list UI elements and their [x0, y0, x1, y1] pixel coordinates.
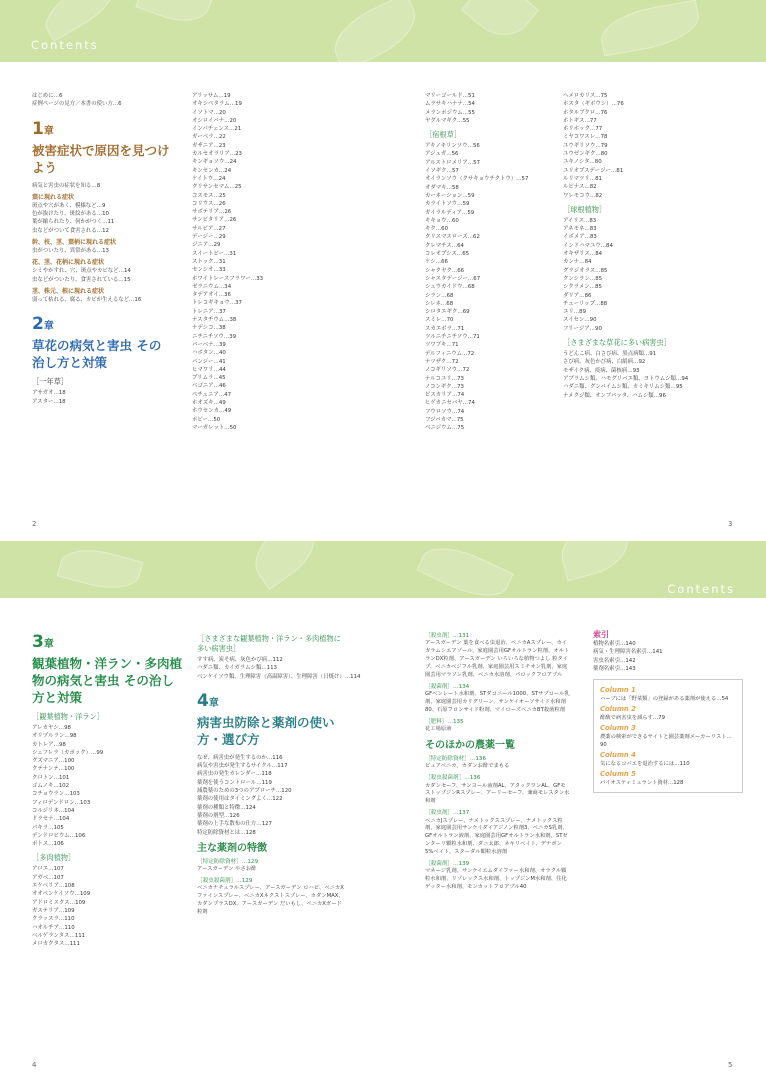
- section-title: 主な薬剤の特徴: [197, 842, 267, 854]
- toc-entry: ポトス…106: [32, 841, 64, 848]
- pesticide-category: ［特定防除資材］…136: [425, 756, 487, 763]
- toc-entry: アリッサム…19: [192, 93, 231, 99]
- toc-entry: バーベナ…39: [192, 341, 226, 348]
- leaf-decoration: [416, 541, 514, 598]
- toc-entry: ヒマワリ…44: [192, 366, 226, 373]
- category-heading: ［宿根草］: [425, 130, 461, 140]
- toc-entry: クレマチス…64: [425, 242, 464, 249]
- toc-entry: 害虫名索引…142: [593, 657, 636, 664]
- contents-title: Contents: [667, 582, 735, 596]
- toc-entry: カルセオラリア…23: [192, 151, 242, 158]
- toc-entry: アスター…18: [32, 398, 66, 405]
- pesticide-category: ［特定防除資材］…129: [197, 858, 259, 865]
- toc-entry: すす病、炭そ病、灰色かび病…112: [197, 657, 283, 663]
- toc-entry: はじめに…6: [32, 93, 63, 99]
- spacer: [32, 109, 172, 115]
- toc-entry: 植物名索引…140: [593, 641, 636, 647]
- toc-entry: ホトギス…77: [563, 117, 597, 124]
- index-title: 索引: [593, 630, 609, 639]
- chapter-unit: 章: [208, 697, 219, 709]
- toc-entry: ツルニチニチソウ…71: [425, 334, 480, 341]
- chapter-unit: 章: [43, 639, 54, 650]
- toc-entry: オオベンケイソウ…109: [32, 891, 91, 898]
- symptom-group-heading: 茎、株元、根に現れる症状: [32, 287, 105, 295]
- pesticide-category: ［殺菌剤］…139: [425, 861, 470, 868]
- chapter-unit: 章: [43, 321, 54, 333]
- toc-entry: クラッスラ…110: [32, 916, 75, 923]
- toc-entry: タデアオイ…36: [192, 292, 231, 299]
- chapter-number-digit: 4: [197, 690, 209, 711]
- toc-entry: ベンケイソウ類、生理障害（高温障害）、生理障害（日焼け）…114: [197, 673, 361, 680]
- toc-entry: シレネ…68: [425, 300, 454, 307]
- toc-entry: オダマキ…58: [425, 184, 459, 191]
- toc-entry: フィロデンドロン…103: [32, 799, 91, 806]
- chapter-title: 草花の病気と害虫 その治し方と対策: [32, 338, 162, 371]
- pesticide-category: ［肥料］…135: [425, 718, 464, 725]
- toc-column-4: [563, 92, 753, 400]
- toc-entry: チューリップ…88: [563, 300, 608, 307]
- toc-entry: 病気や害虫が発生するサイクル…117: [197, 763, 288, 770]
- toc-entry: 病気と害虫の症状を知る…8: [32, 182, 101, 189]
- category-heading: ［多肉植物］: [32, 853, 76, 863]
- pesticide-list: カダンセーフ、サンヨール液剤AL、アタックワンAL、GFモストップジンRスプレー、アーリーセーフ、兼商モレスタン水和剤: [425, 782, 570, 805]
- toc-entry: 虫などがついて食害される…12: [32, 227, 109, 234]
- toc-entry: コチョウラン…103: [32, 791, 80, 798]
- toc-entry: アイリス…83: [563, 217, 597, 224]
- toc-entry: 薬剤の上手な散布の仕方…127: [197, 821, 272, 828]
- toc-entry: ユウゼンギク…80: [563, 151, 608, 158]
- toc-entry: デルフィニウム…72: [425, 350, 475, 357]
- toc-entry: ナツザク…72: [425, 358, 459, 365]
- toc-column-4: [593, 629, 743, 673]
- toc-entry: トレコギキョウ…37: [192, 300, 242, 307]
- column-text: 酢酸で病害虫を減らす…79: [600, 715, 666, 721]
- pesticide-list: マネージ乳剤、サンケイエムダイファー水和剤、オラクル顆粒水和剤、リゾレックス水和剤、トップジンM水和剤、住化ゲッター水和剤、モンカットフロアブル40: [425, 868, 567, 891]
- toc-entry: ヒゲカニセバヤ…74: [425, 400, 475, 407]
- toc-entry: ビスカリア…74: [425, 392, 465, 399]
- toc-entry: カンナ…84: [563, 259, 592, 266]
- toc-entry: キク…60: [425, 226, 449, 233]
- toc-entry: コスモス…25: [192, 192, 226, 199]
- leaf-decoration: [325, 0, 426, 62]
- column-label: Column 2: [600, 705, 636, 713]
- toc-entry: ナスタチウム…38: [192, 317, 237, 324]
- spacer: [32, 304, 172, 310]
- toc-entry: マリーゴールド…51: [425, 93, 475, 99]
- category-heading: ［さまざまな草花に多い病害虫］: [563, 338, 671, 348]
- toc-entry: 斑点や穴があく、模様など…9: [32, 202, 106, 209]
- toc-entry: ハボタン…40: [192, 350, 226, 357]
- toc-entry: 薬剤名索引…143: [593, 665, 636, 672]
- header-band: [0, 0, 766, 62]
- toc-entry: なぜ、病害虫が発生するのか…116: [197, 754, 283, 761]
- toc-entry: 薬剤の種類と特徴…124: [197, 804, 256, 811]
- symptom-group-heading: 葉に現れる症状: [32, 193, 75, 201]
- toc-entry: デージー…29: [192, 234, 226, 241]
- leaf-decoration: [57, 541, 144, 596]
- toc-entry: クリサンセマム…25: [192, 184, 242, 191]
- toc-entry: オキザリス…84: [563, 251, 603, 258]
- chapter-number: [32, 632, 182, 655]
- column-label: Column 3: [600, 724, 636, 732]
- toc-entry: コルジリネ…104: [32, 807, 75, 814]
- toc-entry: イボメア…83: [563, 234, 597, 241]
- toc-entry: スイセン…90: [563, 317, 597, 324]
- leaf-decoration: [461, 0, 539, 48]
- toc-entry: カトレア…98: [32, 741, 66, 748]
- pesticide-category: ［殺虫剤］…137: [425, 810, 470, 817]
- toc-entry: メランポジウム…55: [425, 109, 475, 116]
- toc-entry: トレニア…37: [192, 308, 226, 315]
- chapter-number: [197, 691, 352, 714]
- toc-column-2: [192, 92, 302, 432]
- toc-entry: 特定防除資材とは…128: [197, 829, 256, 836]
- toc-entry: ガイラルディア…59: [425, 209, 475, 216]
- toc-column-2: [197, 629, 361, 917]
- toc-entry: ナルコユリ…73: [425, 375, 464, 382]
- leaf-decoration: [597, 0, 702, 56]
- toc-entry: デンドロビウム…106: [32, 832, 86, 839]
- toc-entry: ゼラニウム…34: [192, 283, 232, 290]
- toc-entry: アブラムシ類、ハモグリバエ類、ヨトウムシ類…94: [563, 375, 689, 382]
- spread-pages-4-5: [0, 541, 766, 1082]
- leaf-decoration: [135, 0, 214, 31]
- toc-entry: ルリマツリ…81: [563, 175, 602, 182]
- chapter-heading: [197, 691, 352, 748]
- toc-entry: カライトソウ…59: [425, 201, 470, 208]
- toc-entry: 薬剤の使用はタイミングよく…122: [197, 796, 283, 803]
- pesticide-category: ［殺虫剤］…131: [425, 633, 470, 639]
- toc-entry: ツワブキ…71: [425, 342, 459, 349]
- toc-entry: プリムラ…45: [192, 375, 226, 382]
- toc-entry: アキノキリンソウ…56: [425, 143, 480, 150]
- toc-entry: キンセンカ…24: [192, 167, 232, 174]
- toc-entry: ワレモコウ…82: [563, 192, 603, 199]
- toc-column-1: [32, 92, 172, 406]
- chapter-title: 観葉植物・洋ラン・多肉植物の病気と害虫 その治し方と対策: [32, 656, 183, 705]
- toc-entry: カーネーション…59: [425, 192, 475, 199]
- pesticide-list: 花工場原液: [425, 726, 452, 733]
- column-box: [593, 679, 743, 793]
- chapter-number: [32, 119, 172, 142]
- toc-entry: ムラサキハナナ…54: [425, 101, 475, 108]
- section-title: そのほかの農薬一覧: [425, 740, 515, 752]
- toc-entry: ホワイトレースフラワー…33: [192, 275, 264, 282]
- page-number-left: 2: [32, 520, 37, 528]
- toc-entry: オシロイバナ…20: [192, 117, 237, 124]
- toc-entry: ホウセンカ…49: [192, 408, 232, 415]
- toc-entry: ジニア…29: [192, 242, 221, 249]
- toc-entry: ベルゲランタス…111: [32, 932, 86, 939]
- toc-entry: ユキノシタ…80: [563, 159, 602, 166]
- toc-entry: シャスタデージー…67: [425, 275, 481, 282]
- toc-entry: シクラメン…85: [563, 284, 602, 291]
- category-heading: ［観葉植物・洋ラン］: [32, 712, 104, 721]
- pesticide-list: ベニカナチュラルスプレー、アースガーデン ロハピ、ベニカXファインスプレー、ベニカXネクストスプレー、カダンMAX、カダンプラスDX、アースガーデン だいもし、ベニカXガード粒剤: [197, 885, 344, 916]
- column-text: 気になるコバエを退治するには…110: [600, 761, 690, 767]
- toc-entry: シロタエギク…69: [425, 309, 470, 316]
- toc-entry: キキョウ…60: [425, 217, 459, 224]
- toc-entry: フジバカマ…75: [425, 416, 464, 423]
- toc-entry: ナデシコ…38: [192, 325, 226, 332]
- symptom-group-heading: 幹、枝、茎、葉柄に現れる症状: [32, 239, 117, 247]
- toc-entry: インパチェンス…21: [192, 126, 242, 133]
- column-label: Column 4: [600, 751, 636, 759]
- toc-entry: ヤグルマギク…55: [425, 117, 470, 124]
- toc-entry: ペチュニア…47: [192, 391, 232, 398]
- toc-entry: グラジオラス…85: [563, 267, 608, 274]
- toc-entry: 虫がついたり、異常がある…13: [32, 248, 109, 255]
- pesticide-category: ［殺虫殺菌剤］…129: [197, 878, 253, 885]
- toc-entry: モザイク病、疫病、菌核病…93: [563, 367, 640, 374]
- toc-entry: ストック…31: [192, 258, 226, 265]
- toc-entry: 病気・生理障害名索引…141: [593, 649, 663, 656]
- column-text: バイオスティミュラント資材…128: [600, 780, 684, 786]
- toc-entry: ユリ…89: [563, 309, 587, 316]
- chapter-number: [32, 314, 172, 337]
- toc-entry: ヘメロカリス…75: [563, 93, 608, 99]
- toc-entry: 薬剤の剤型…126: [197, 812, 240, 819]
- toc-entry: ハダニ類、カイガラムシ類…113: [197, 665, 277, 672]
- toc-entry: アレカヤシ…98: [32, 725, 71, 731]
- toc-entry: ルピナス…82: [563, 184, 597, 191]
- toc-entry: さび病、灰色かび病、白絹病…92: [563, 359, 646, 366]
- toc-entry: 症例ページの見方／本書の使い方…6: [32, 101, 122, 108]
- chapter-unit: 章: [43, 125, 54, 137]
- toc-entry: シミやかすれ、穴、斑点やカビなど…14: [32, 268, 131, 275]
- toc-entry: ナメクジ類、オンブバッタ、ハムシ類…96: [563, 392, 666, 399]
- toc-entry: イソギク…57: [425, 168, 459, 175]
- contents-title: Contents: [31, 38, 99, 52]
- toc-entry: シュウカイドウ…68: [425, 284, 475, 291]
- leaf-decoration: [555, 541, 636, 581]
- toc-entry: マーガレット…50: [192, 424, 237, 431]
- toc-entry: フリージア…90: [563, 325, 602, 332]
- toc-entry: シラン…68: [425, 292, 454, 299]
- toc-entry: オキシペタラム…19: [192, 101, 242, 108]
- toc-entry: ホリホック…77: [563, 126, 603, 133]
- pesticide-category: ［殺虫殺菌剤］…136: [425, 775, 481, 782]
- category-heading: ［さまざまな観葉植物・洋ラン・多肉植物に多い病害虫］: [197, 634, 341, 653]
- page-number-right: 5: [728, 1061, 733, 1069]
- column-text: 農薬の検索ができるサイトと園芸薬剤メーカーリスト…90: [600, 734, 732, 748]
- toc-entry: パンジー…41: [192, 358, 226, 365]
- toc-entry: アドロミスクス…109: [32, 899, 86, 906]
- chapter-title: 被害症状で原因を見つけよう: [32, 142, 170, 175]
- toc-entry: ガザニア…23: [192, 142, 226, 149]
- toc-entry: フウロソウ…74: [425, 408, 465, 415]
- toc-entry: コリウス…26: [192, 200, 226, 207]
- toc-entry: アロエ…107: [32, 866, 64, 873]
- toc-entry: クテナンテ…100: [32, 766, 75, 773]
- toc-column-1: [32, 628, 182, 948]
- toc-entry: オイランソウ（クサキョウチクトウ）…57: [425, 176, 529, 183]
- toc-entry: ドラセナ…104: [32, 816, 70, 823]
- category-heading: ［球根植物］: [563, 204, 607, 214]
- toc-entry: 薬剤を使うコントロール…119: [197, 779, 272, 786]
- toc-entry: ホオズキ…49: [192, 399, 226, 406]
- symptom-group-heading: 花、茎、花柄に現れる症状: [32, 259, 105, 267]
- toc-entry: ノコンギク…73: [425, 383, 464, 390]
- leaf-decoration: [37, 0, 123, 42]
- toc-entry: ゴムノキ…102: [32, 783, 70, 790]
- toc-entry: 虫などがついたり、食害されている…15: [32, 276, 131, 283]
- column-label: Column 5: [600, 770, 636, 778]
- chapter-heading: [32, 119, 172, 176]
- toc-entry: うどんこ病、白さび病、黒点病類…91: [563, 351, 657, 358]
- toc-entry: ベニジウム…75: [425, 425, 465, 432]
- toc-entry: オリヅルラン…98: [32, 733, 77, 740]
- toc-entry: アガベ…107: [32, 874, 64, 881]
- pesticide-list: ピュアベニカ、カダンお酢でまもる: [425, 763, 510, 770]
- toc-entry: メロカクタス…111: [32, 941, 80, 948]
- chapter-heading: [32, 314, 172, 371]
- toc-entry: 弱って枯れる、腐る、カビが生えるなど…16: [32, 296, 142, 303]
- toc-entry: グズマニア…100: [32, 758, 75, 765]
- toc-entry: ケイトウ…24: [192, 175, 226, 182]
- toc-entry: ガステリア…109: [32, 907, 75, 914]
- toc-entry: クンシラン…85: [563, 275, 603, 282]
- spacer: [197, 681, 352, 687]
- toc-entry: スカエボラ…71: [425, 325, 465, 332]
- toc-entry: 色が抜けたり、斑紋がある…10: [32, 211, 109, 218]
- column-label: Column 1: [600, 686, 636, 694]
- pesticide-list: アースガーデン やさお酢: [197, 866, 257, 873]
- toc-entry: ハダニ類、グンバイムシ類、カミキリムシ類…95: [563, 384, 683, 391]
- toc-entry: ニチニチソウ…39: [192, 333, 237, 340]
- chapter-title: 病害虫防除と薬剤の使い方・選び方: [197, 714, 335, 747]
- toc-entry: イソトマ…20: [192, 109, 226, 116]
- chapter-heading: [32, 632, 182, 706]
- toc-entry: アサガオ…18: [32, 390, 66, 397]
- toc-entry: 減農薬のための3つのアプローチ…120: [197, 788, 292, 795]
- pesticide-category: ［殺菌剤］…134: [425, 683, 470, 690]
- toc-entry: シェフレラ（カポック）…99: [32, 749, 104, 756]
- toc-entry: キンギョソウ…24: [192, 159, 237, 166]
- toc-entry: ガーベラ…22: [192, 134, 226, 141]
- toc-entry: ケシ…66: [425, 259, 448, 266]
- chapter-number-digit: 1: [32, 118, 44, 139]
- toc-entry: エケベリア…108: [32, 883, 75, 890]
- chapter-number-digit: 2: [32, 314, 44, 335]
- toc-entry: ポピー…50: [192, 416, 221, 423]
- page-number-right: 3: [728, 520, 733, 528]
- chapter-number-digit: 3: [32, 632, 44, 652]
- column-text: ハーブには「野菜類」の登録がある薬剤が使える…54: [600, 696, 729, 702]
- toc-entry: アルストロメリア…57: [425, 159, 480, 166]
- header-band: [0, 541, 766, 598]
- toc-entry: スイートピー…31: [192, 250, 237, 257]
- toc-column-3: [425, 629, 573, 892]
- toc-entry: ユウギリソウ…79: [563, 142, 608, 149]
- toc-entry: シャクヤク…66: [425, 267, 465, 274]
- leaf-decoration: [243, 541, 326, 590]
- toc-entry: アネモネ…83: [563, 226, 597, 233]
- toc-entry: クロトン…101: [32, 774, 70, 781]
- toc-entry: センシオ…33: [192, 267, 226, 274]
- toc-column-3: [425, 92, 545, 433]
- toc-entry: スミレ…70: [425, 317, 454, 324]
- toc-entry: ホスタ（ギボウシ）…76: [563, 101, 624, 108]
- toc-entry: ユリオプスデージー…81: [563, 167, 624, 174]
- pesticide-list: GFベンレート水和剤、STダコニール1000、STサプロール乳剤、家庭園芸用カリグリーン、サンケイオーソサイド水和剤80、石原フロンサイド粉剤、マイローズベニカBT殺菌粒剤: [425, 691, 570, 713]
- category-heading: ［一年草］: [32, 377, 68, 387]
- toc-entry: アジュガ…56: [425, 151, 459, 158]
- toc-entry: サルビア…27: [192, 225, 226, 232]
- toc-entry: サンビタリア…26: [192, 217, 237, 224]
- toc-entry: ホタルブクロ…76: [563, 109, 608, 116]
- pesticide-list: アースガーデン 葉を食べる虫退治、ベニカAスプレー、カイガラムシエアゾール、家庭園芸用GFオルトラン粒剤、オルトランDX粒剤、アースガーデン いろいろな植物つよし 粒タイプ、ベニカベジフル乳剤、家庭園芸用スミチオン乳剤、家庭園芸用マラソン乳剤、ベニカ水溶剤、パロックフロアブル: [425, 640, 570, 678]
- toc-entry: サボテリア…26: [192, 209, 232, 216]
- pesticide-list: ベニカJスプレー、ナメトックススプレー、ナメトックス粒剤、家庭園芸用サンケイダイアジノン粒剤3、ベニカS乳剤、GFオルトラン液剤、家庭園芸用GFオルトラン水和剤、STゼンターリ顆粒水和剤、ダニ太郎、ネキリベイト、デナポン5%ベイト、スターダル顆粒水溶剤: [425, 817, 568, 856]
- toc-entry: インドハマユウ…84: [563, 242, 613, 249]
- toc-entry: ベゴニア…46: [192, 383, 226, 390]
- toc-entry: 病害虫の発生カレンダー…118: [197, 771, 272, 778]
- toc-entry: コレオプシス…65: [425, 251, 470, 258]
- toc-entry: ハオルチア…110: [32, 924, 75, 931]
- toc-entry: ミヤコワスレ…78: [563, 134, 608, 141]
- toc-entry: パキラ…105: [32, 824, 64, 831]
- page-number-left: 4: [32, 1061, 37, 1069]
- toc-entry: 葉が縮られたり、何かがつく…11: [32, 219, 115, 226]
- toc-entry: ノコギリソウ…72: [425, 367, 470, 374]
- toc-entry: ダリア…86: [563, 292, 592, 299]
- toc-entry: クリスマスローズ…62: [425, 234, 480, 241]
